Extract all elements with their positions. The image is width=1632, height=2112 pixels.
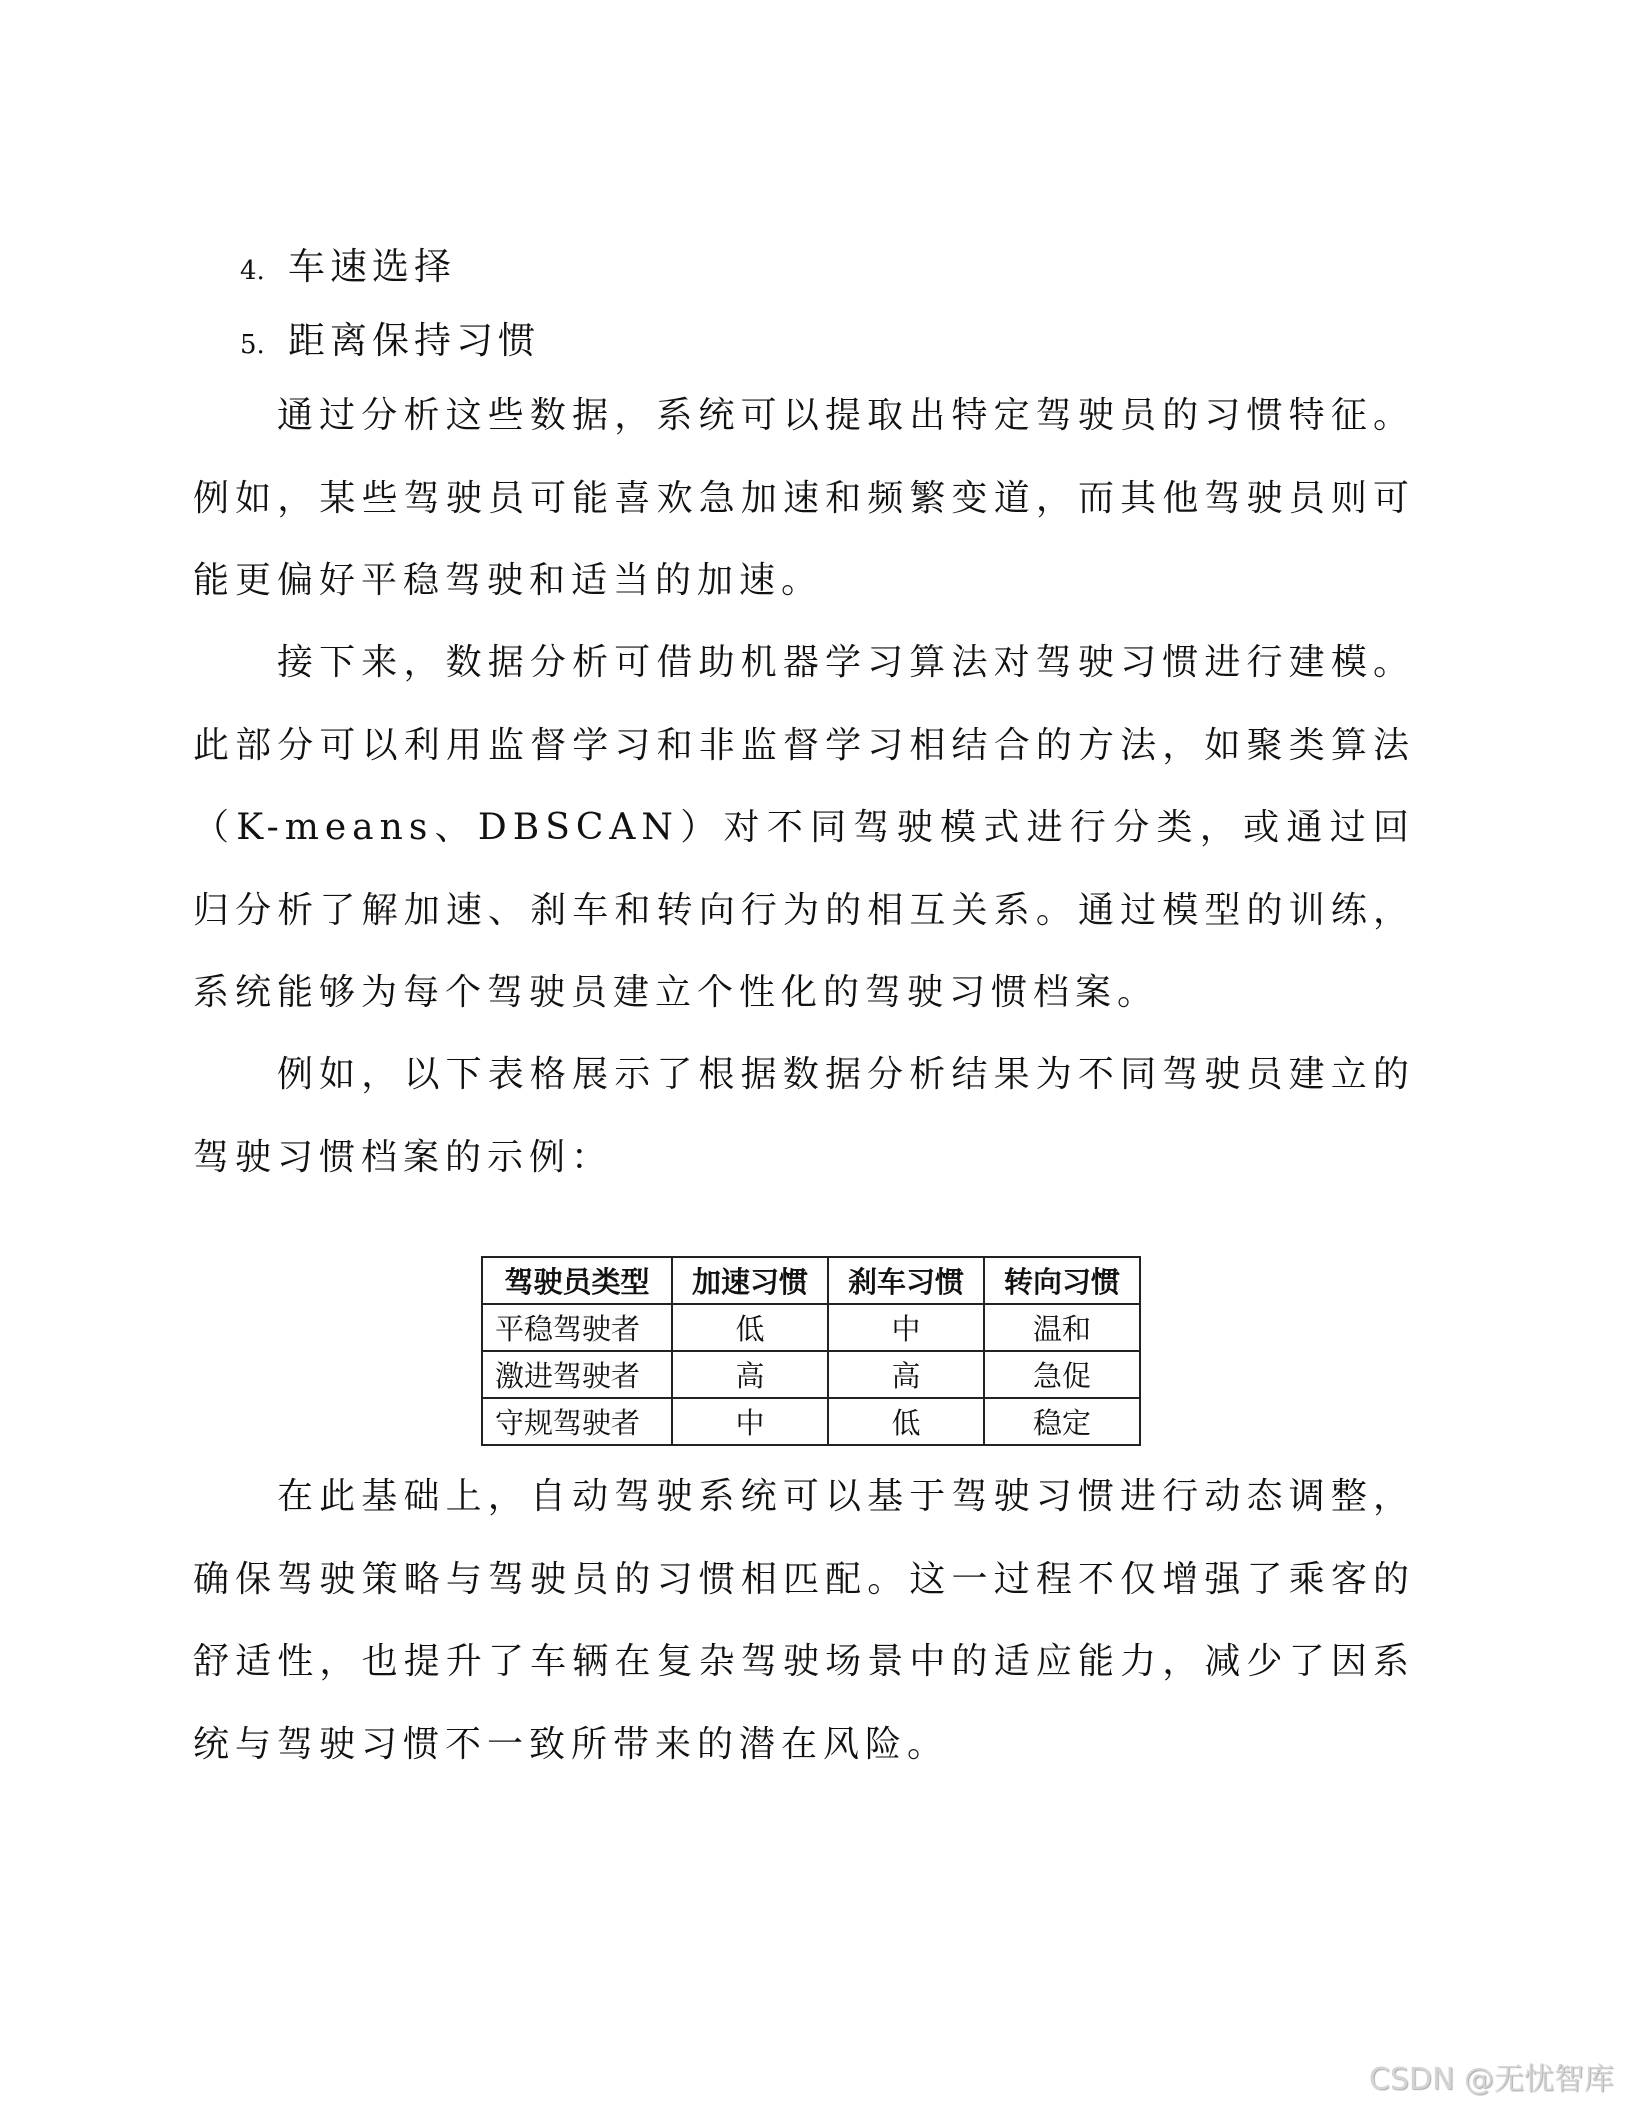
table-cell: 高 xyxy=(828,1351,984,1398)
table-cell: 激进驾驶者 xyxy=(482,1351,672,1398)
table-cell: 中 xyxy=(672,1398,828,1445)
table-cell: 急促 xyxy=(984,1351,1140,1398)
table-header: 驾驶员类型 xyxy=(482,1257,672,1304)
paragraph: 例如，以下表格展示了根据数据分析结果为不同驾驶员建立的驾驶习惯档案的示例： xyxy=(193,1054,1415,1178)
table-cell: 高 xyxy=(672,1351,828,1398)
table-header: 加速习惯 xyxy=(672,1257,828,1304)
paragraph: 在此基础上，自动驾驶系统可以基于驾驶习惯进行动态调整，确保驾驶策略与驾驶员的习惯相匹配。这一过程不仅增强了乘客的舒适性，也提升了车辆在复杂驾驶场景中的适应能力，减少了因系统与驾驶习惯不一致所带来的潜在风险。 xyxy=(193,1476,1415,1765)
paragraph: 接下来，数据分析可借助机器学习算法对驾驶习惯进行建模。此部分可以利用监督学习和非监督学习相结合的方法，如聚类算法（K-means、DBSCAN）对不同驾驶模式进行分类，或通过回归分析了解加速、刹车和转向行为的相互关系。通过模型的训练，系统能够为每个驾驶员建立个性化的驾驶习惯档案。 xyxy=(193,642,1415,1014)
driving-habit-table xyxy=(481,1256,1141,1446)
table-cell: 中 xyxy=(828,1304,984,1351)
table-row xyxy=(482,1304,1140,1351)
table-row xyxy=(482,1351,1140,1398)
paragraph: 通过分析这些数据，系统可以提取出特定驾驶员的习惯特征。例如，某些驾驶员可能喜欢急加速和频繁变道，而其他驾驶员则可能更偏好平稳驾驶和适当的加速。 xyxy=(193,395,1415,602)
table-header-row xyxy=(482,1257,1140,1304)
table-cell: 平稳驾驶者 xyxy=(482,1304,672,1351)
table-header: 刹车习惯 xyxy=(828,1257,984,1304)
table-cell: 温和 xyxy=(984,1304,1140,1351)
table-cell: 低 xyxy=(672,1304,828,1351)
table-cell: 守规驾驶者 xyxy=(482,1398,672,1445)
table-cell: 低 xyxy=(828,1398,984,1445)
list-item: 5. 距离保持习惯 xyxy=(240,319,540,362)
list-item: 4. 车速选择 xyxy=(240,245,456,288)
watermark: CSDN @无忧智库 xyxy=(1368,2062,1614,2097)
table-header: 转向习惯 xyxy=(984,1257,1140,1304)
table-row xyxy=(482,1398,1140,1445)
table-cell: 稳定 xyxy=(984,1398,1140,1445)
